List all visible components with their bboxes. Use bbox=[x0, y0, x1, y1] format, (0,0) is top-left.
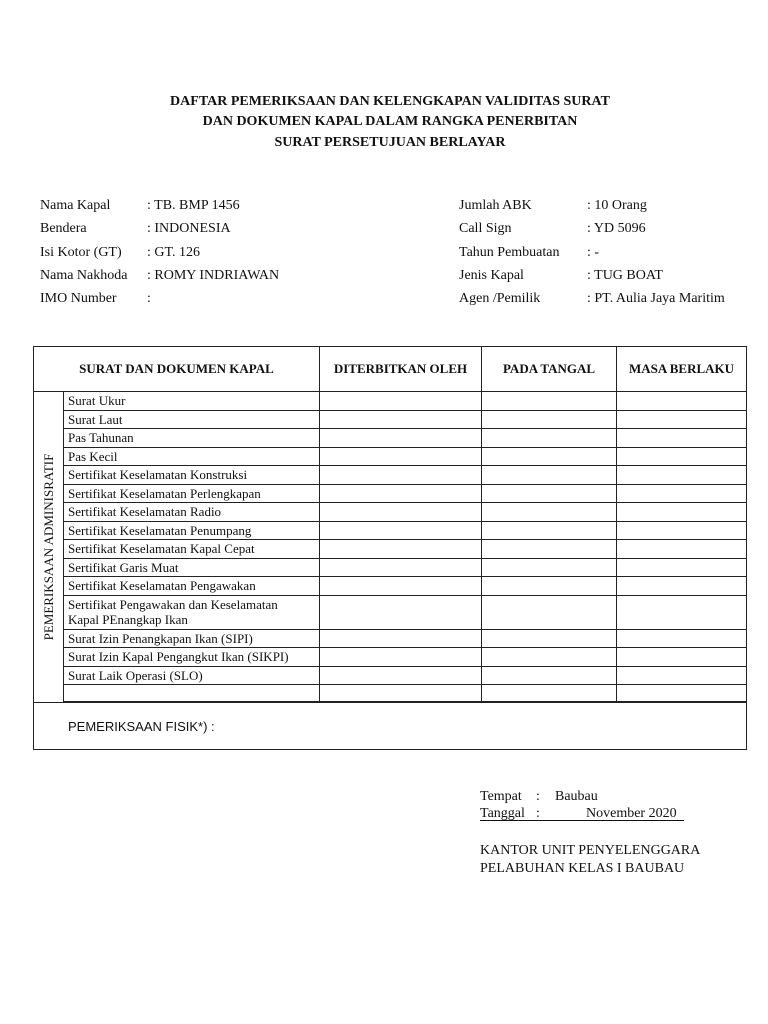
table-row bbox=[34, 392, 747, 411]
place-label: Tempat bbox=[480, 789, 522, 804]
office-line2: PELABUHAN KELAS I BAUBAU bbox=[480, 861, 685, 876]
document-name: Surat Laik Operasi (SLO) bbox=[64, 666, 320, 685]
info-value: : - bbox=[587, 245, 600, 260]
date-separator: : bbox=[536, 806, 540, 821]
info-label: IMO Number bbox=[40, 291, 117, 306]
info-value: : INDONESIA bbox=[147, 221, 231, 236]
issue-date-cell[interactable] bbox=[482, 392, 617, 411]
place-separator: : bbox=[536, 789, 540, 804]
issue-date-cell[interactable] bbox=[482, 595, 617, 629]
info-value: : YD 5096 bbox=[587, 221, 646, 236]
issued-by-cell[interactable] bbox=[320, 410, 482, 429]
document-name: Surat Laut bbox=[64, 410, 320, 429]
issued-by-cell[interactable] bbox=[320, 540, 482, 559]
document-title-line3: SURAT PERSETUJUAN BERLAYAR bbox=[274, 135, 506, 150]
info-value: : 10 Orang bbox=[587, 198, 647, 213]
issued-by-cell[interactable] bbox=[320, 484, 482, 503]
table-row-empty bbox=[34, 685, 747, 702]
info-value: : GT. 126 bbox=[147, 245, 201, 260]
document-name: Surat Izin Kapal Pengangkut Ikan (SIKPI) bbox=[64, 648, 320, 667]
document-name: Pas Kecil bbox=[64, 447, 320, 466]
document-name bbox=[64, 595, 320, 629]
issue-date-cell[interactable] bbox=[482, 503, 617, 522]
issue-date-cell[interactable] bbox=[482, 521, 617, 540]
validity-cell[interactable] bbox=[617, 429, 747, 448]
issue-date-cell[interactable] bbox=[482, 685, 617, 702]
info-value: : PT. Aulia Jaya Maritim bbox=[587, 291, 725, 306]
document-title-line1: DAFTAR PEMERIKSAAN DAN KELENGKAPAN VALIDITAS SURAT bbox=[170, 94, 610, 109]
table-row bbox=[34, 429, 747, 448]
validity-cell[interactable] bbox=[617, 410, 747, 429]
table-row bbox=[34, 410, 747, 429]
table-row bbox=[34, 466, 747, 485]
validity-cell[interactable] bbox=[617, 648, 747, 667]
side-label-administratif: PEMERIKSAAN ADMINISRATIF bbox=[40, 453, 56, 641]
document-name: Sertifikat Keselamatan Kapal Cepat bbox=[64, 540, 320, 559]
physical-check-label[interactable]: PEMERIKSAAN FISIK*) : bbox=[34, 703, 747, 750]
header-diterbitkan-oleh: DITERBITKAN OLEH bbox=[320, 347, 482, 392]
validity-cell[interactable] bbox=[617, 629, 747, 648]
document-name-line2: Kapal PEnangkap Ikan bbox=[68, 612, 188, 627]
table-row bbox=[34, 521, 747, 540]
issued-by-cell[interactable] bbox=[320, 558, 482, 577]
place-line bbox=[480, 788, 598, 805]
document-name: Surat Ukur bbox=[64, 392, 320, 411]
validity-cell[interactable] bbox=[617, 484, 747, 503]
document-name: Pas Tahunan bbox=[64, 429, 320, 448]
date-label: Tanggal bbox=[480, 806, 525, 821]
issue-date-cell[interactable] bbox=[482, 577, 617, 596]
table-row bbox=[34, 648, 747, 667]
info-label: Nama Kapal bbox=[40, 198, 111, 213]
issued-by-cell[interactable] bbox=[320, 685, 482, 702]
document-title-line2: DAN DOKUMEN KAPAL DALAM RANGKA PENERBITAN bbox=[202, 114, 578, 129]
side-label-cell bbox=[34, 392, 64, 703]
table-row bbox=[34, 558, 747, 577]
place-value: Baubau bbox=[555, 789, 598, 804]
date-value: November 2020 bbox=[586, 806, 677, 821]
header-masa-berlaku: MASA BERLAKU bbox=[617, 347, 747, 392]
issued-by-cell[interactable] bbox=[320, 466, 482, 485]
table-row bbox=[34, 629, 747, 648]
documents-table bbox=[33, 346, 747, 750]
info-label: Call Sign bbox=[459, 221, 512, 236]
info-label: Agen /Pemilik bbox=[459, 291, 541, 306]
issue-date-cell[interactable] bbox=[482, 629, 617, 648]
document-name-empty[interactable] bbox=[64, 685, 320, 702]
table-row bbox=[34, 577, 747, 596]
header-pada-tangal: PADA TANGAL bbox=[482, 347, 617, 392]
document-name: Sertifikat Keselamatan Konstruksi bbox=[64, 466, 320, 485]
table-row bbox=[34, 540, 747, 559]
issued-by-cell[interactable] bbox=[320, 521, 482, 540]
validity-cell[interactable] bbox=[617, 521, 747, 540]
info-value: : TB. BMP 1456 bbox=[147, 198, 240, 213]
issue-date-cell[interactable] bbox=[482, 648, 617, 667]
table-row bbox=[34, 595, 747, 629]
issued-by-cell[interactable] bbox=[320, 392, 482, 411]
info-label: Nama Nakhoda bbox=[40, 268, 128, 283]
validity-cell[interactable] bbox=[617, 558, 747, 577]
issued-by-cell[interactable] bbox=[320, 629, 482, 648]
info-value: : TUG BOAT bbox=[587, 268, 663, 283]
info-value: : ROMY INDRIAWAN bbox=[147, 268, 280, 283]
document-name: Surat Izin Penangkapan Ikan (SIPI) bbox=[64, 629, 320, 648]
issue-date-cell[interactable] bbox=[482, 466, 617, 485]
physical-check-row bbox=[34, 703, 747, 750]
office-line1: KANTOR UNIT PENYELENGGARA bbox=[480, 843, 701, 858]
info-label: Jenis Kapal bbox=[459, 268, 524, 283]
validity-cell[interactable] bbox=[617, 466, 747, 485]
validity-cell[interactable] bbox=[617, 666, 747, 685]
validity-cell[interactable] bbox=[617, 447, 747, 466]
issue-date-cell[interactable] bbox=[482, 447, 617, 466]
table-row bbox=[34, 666, 747, 685]
issued-by-cell[interactable] bbox=[320, 447, 482, 466]
table-row bbox=[34, 447, 747, 466]
document-name: Sertifikat Keselamatan Perlengkapan bbox=[64, 484, 320, 503]
table-row bbox=[34, 503, 747, 522]
validity-cell[interactable] bbox=[617, 595, 747, 629]
info-label: Jumlah ABK bbox=[459, 198, 532, 213]
issue-date-cell[interactable] bbox=[482, 540, 617, 559]
validity-cell[interactable] bbox=[617, 503, 747, 522]
table-header-row bbox=[34, 347, 747, 392]
validity-cell[interactable] bbox=[617, 577, 747, 596]
issued-by-cell[interactable] bbox=[320, 503, 482, 522]
document-name: Sertifikat Keselamatan Pengawakan bbox=[64, 577, 320, 596]
issued-by-cell[interactable] bbox=[320, 595, 482, 629]
document-name-line1: Sertifikat Pengawakan dan Keselamatan bbox=[68, 597, 278, 612]
document-name: Sertifikat Garis Muat bbox=[64, 558, 320, 577]
validity-cell[interactable] bbox=[617, 540, 747, 559]
info-label: Bendera bbox=[40, 221, 87, 236]
issue-date-cell[interactable] bbox=[482, 558, 617, 577]
validity-cell[interactable] bbox=[617, 392, 747, 411]
document-name: Sertifikat Keselamatan Penumpang bbox=[64, 521, 320, 540]
table-row bbox=[34, 484, 747, 503]
issue-date-cell[interactable] bbox=[482, 666, 617, 685]
header-surat-dokumen: SURAT DAN DOKUMEN KAPAL bbox=[34, 347, 320, 392]
issued-by-cell[interactable] bbox=[320, 666, 482, 685]
issued-by-cell[interactable] bbox=[320, 648, 482, 667]
issue-date-cell[interactable] bbox=[482, 429, 617, 448]
issued-by-cell[interactable] bbox=[320, 577, 482, 596]
info-label: Isi Kotor (GT) bbox=[40, 245, 122, 260]
document-name: Sertifikat Keselamatan Radio bbox=[64, 503, 320, 522]
info-label: Tahun Pembuatan bbox=[459, 245, 560, 260]
issue-date-cell[interactable] bbox=[482, 410, 617, 429]
issue-date-cell[interactable] bbox=[482, 484, 617, 503]
validity-cell[interactable] bbox=[617, 685, 747, 702]
date-line bbox=[480, 805, 684, 821]
issued-by-cell[interactable] bbox=[320, 429, 482, 448]
info-value: : bbox=[147, 291, 151, 306]
